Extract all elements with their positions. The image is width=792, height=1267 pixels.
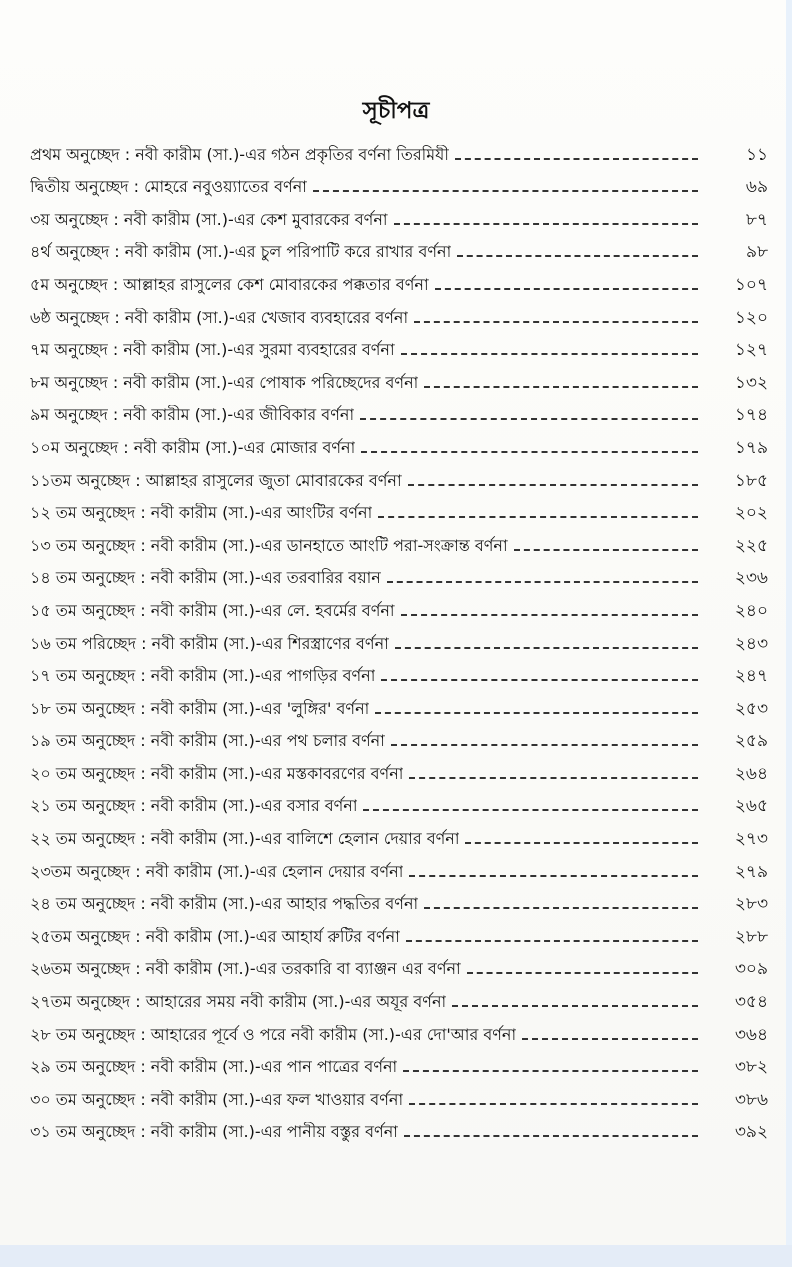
- toc-entry-page-number: ১৭৯: [734, 437, 768, 458]
- toc-entry-page-number: ১৭৪: [734, 405, 768, 426]
- dot-leader: [455, 158, 698, 160]
- dot-leader: [414, 321, 698, 323]
- toc-entry-page-number: ৩০৯: [734, 959, 768, 980]
- toc-entry-page-number: ৩৮২: [734, 1057, 768, 1078]
- page-title: সূচীপত্র: [362, 98, 430, 124]
- toc-entry-title: ৩১ তম অনুচ্ছেদ : নবী কারীম (সা.)-এর পানীয় বস্তুর বর্ণনা: [30, 1122, 398, 1142]
- toc-entry-page-number: ১০৭: [734, 274, 768, 295]
- toc-entry: [30, 230, 768, 263]
- toc-entry-page-number: ২৭৯: [734, 861, 768, 882]
- toc-entry: [30, 425, 768, 458]
- dot-leader: [404, 1135, 698, 1137]
- table-of-contents: [30, 132, 768, 1142]
- toc-entry-title: ১২ তম অনুচ্ছেদ : নবী কারীম (সা.)-এর আংটির বর্ণনা: [30, 503, 373, 523]
- dot-leader: [408, 484, 698, 486]
- toc-entry-page-number: ২৪০: [734, 600, 768, 621]
- toc-entry-title: ১১তম অনুচ্ছেদ : আল্লাহর রাসুলের জুতা মোবারকের বর্ণনা: [30, 470, 402, 490]
- toc-entry: [30, 295, 768, 328]
- toc-entry-title: ২৭তম অনুচ্ছেদ : আহারের সময় নবী কারীম (সা.)-এর অযূর বর্ণনা: [30, 992, 447, 1012]
- dot-leader: [467, 972, 698, 974]
- toc-entry-title: ৯ম অনুচ্ছেদ : নবী কারীম (সা.)-এর জীবিকার বর্ণনা: [30, 405, 355, 425]
- dot-leader: [424, 386, 698, 388]
- dot-leader: [522, 1038, 698, 1040]
- toc-entry: [30, 947, 768, 980]
- toc-entry-title: ১৯ তম অনুচ্ছেদ : নবী কারীম (সা.)-এর পথ চলার বর্ণনা: [30, 731, 385, 751]
- toc-entry-page-number: ২৫৩: [734, 698, 768, 719]
- page-edge-bottom: [0, 1245, 792, 1267]
- dot-leader: [452, 1005, 698, 1007]
- dot-leader: [395, 647, 698, 649]
- dot-leader: [409, 777, 698, 779]
- toc-entry-page-number: ২৬৫: [734, 796, 768, 817]
- toc-entry-title: ২১ তম অনুচ্ছেদ : নবী কারীম (সা.)-এর বসার বর্ণনা: [30, 796, 358, 816]
- toc-entry-title: ২৫তম অনুচ্ছেদ : নবী কারীম (সা.)-এর আহার্য রুটির বর্ণনা: [30, 926, 400, 946]
- toc-entry-title: ২০ তম অনুচ্ছেদ : নবী কারীম (সা.)-এর মস্তকাবরণের বর্ণনা: [30, 763, 404, 783]
- dot-leader: [406, 940, 698, 942]
- dot-leader: [457, 255, 698, 257]
- toc-entry-title: ২২ তম অনুচ্ছেদ : নবী কারীম (সা.)-এর বালিশে হেলান দেয়ার বর্ণনা: [30, 829, 460, 849]
- toc-entry-page-number: ৯৮: [745, 242, 768, 263]
- toc-entry-title: ১৭ তম অনুচ্ছেদ : নবী কারীম (সা.)-এর পাগড়ির বর্ণনা: [30, 666, 376, 686]
- toc-entry: [30, 784, 768, 817]
- toc-entry: [30, 979, 768, 1012]
- dot-leader: [363, 809, 698, 811]
- toc-entry-title: ২৩তম অনুচ্ছেদ : নবী কারীম (সা.)-এর হেলান দেয়ার বর্ণনা: [30, 861, 404, 881]
- dot-leader: [361, 451, 698, 453]
- toc-entry-page-number: ২৮৮: [734, 926, 768, 947]
- toc-entry: [30, 458, 768, 491]
- toc-entry-page-number: ৮৭: [745, 209, 768, 230]
- toc-entry: [30, 1077, 768, 1110]
- toc-entry: [30, 849, 768, 882]
- dot-leader: [360, 418, 698, 420]
- toc-entry-page-number: ১১: [745, 144, 768, 165]
- toc-entry-page-number: ২৪৭: [734, 666, 768, 687]
- toc-entry: [30, 816, 768, 849]
- dot-leader: [387, 581, 698, 583]
- toc-entry-title: ৫ম অনুচ্ছেদ : আল্লাহর রাসুলের কেশ মোবারকের পক্কতার বর্ণনা: [30, 274, 429, 294]
- toc-entry-title: প্রথম অনুচ্ছেদ : নবী কারীম (সা.)-এর গঠন প্রকৃতির বর্ণনা তিরমিযী: [30, 144, 449, 164]
- toc-entry-page-number: ২০২: [734, 503, 768, 524]
- toc-entry-page-number: ৩৮৬: [734, 1089, 768, 1110]
- toc-entry-page-number: ৩৫৪: [734, 992, 768, 1013]
- toc-entry-page-number: ২৩৬: [734, 568, 768, 589]
- toc-entry: [30, 914, 768, 947]
- toc-entry-title: ৪র্থ অনুচ্ছেদ : নবী কারীম (সা.)-এর চুল পরিপাটি করে রাখার বর্ণনা: [30, 242, 452, 262]
- toc-entry-title: ২৯ তম অনুচ্ছেদ : নবী কারীম (সা.)-এর পান পাত্রের বর্ণনা: [30, 1057, 398, 1077]
- dot-leader: [391, 744, 698, 746]
- toc-entry: [30, 1045, 768, 1078]
- toc-entry: [30, 1012, 768, 1045]
- toc-entry-page-number: ৩৬৪: [734, 1024, 768, 1045]
- toc-entry-title: ১৬ তম পরিচ্ছেদ : নবী কারীম (সা.)-এর শিরস্ত্রাণের বর্ণনা: [30, 633, 389, 653]
- toc-entry-title: ৬ষ্ঠ অনুচ্ছেদ : নবী কারীম (সা.)-এর খেজাব ব্যবহারের বর্ণনা: [30, 307, 409, 327]
- toc-entry-page-number: ৩৯২: [734, 1122, 768, 1143]
- toc-entry-title: ২৬তম অনুচ্ছেদ : নবী কারীম (সা.)-এর তরকারি বা ব্যাঞ্জন এর বর্ণনা: [30, 959, 461, 979]
- dot-leader: [375, 712, 698, 714]
- toc-entry-title: ৩য় অনুচ্ছেদ : নবী কারীম (সা.)-এর কেশ মুবারকের বর্ণনা: [30, 209, 388, 229]
- toc-entry: [30, 523, 768, 556]
- dot-leader: [401, 614, 698, 616]
- toc-entry-page-number: ২৫৯: [734, 731, 768, 752]
- dot-leader: [401, 353, 698, 355]
- toc-entry: [30, 751, 768, 784]
- toc-entry: [30, 719, 768, 752]
- toc-entry-page-number: ৬৯: [745, 177, 768, 198]
- toc-entry-page-number: ২৪৩: [734, 633, 768, 654]
- dot-leader: [435, 288, 698, 290]
- toc-entry-title: ২৮ তম অনুচ্ছেদ : আহারের পূর্বে ও পরে নবী কারীম (সা.)-এর দো'আর বর্ণনা: [30, 1024, 517, 1044]
- dot-leader: [403, 1070, 698, 1072]
- toc-entry-title: ১০ম অনুচ্ছেদ : নবী কারীম (সা.)-এর মোজার বর্ণনা: [30, 437, 356, 457]
- page-edge-right: [786, 0, 792, 1267]
- toc-entry: [30, 262, 768, 295]
- toc-entry-title: ৩০ তম অনুচ্ছেদ : নবী কারীম (সা.)-এর ফল খাওয়ার বর্ণনা: [30, 1089, 404, 1109]
- toc-entry-title: ৭ম অনুচ্ছেদ : নবী কারীম (সা.)-এর সুরমা ব্যবহারের বর্ণনা: [30, 340, 395, 360]
- toc-entry-page-number: ১২৭: [734, 340, 768, 361]
- toc-entry-page-number: ২৮৩: [734, 894, 768, 915]
- toc-entry-page-number: ১২০: [734, 307, 768, 328]
- toc-entry-page-number: ১৮৫: [734, 470, 768, 491]
- dot-leader: [409, 875, 698, 877]
- toc-entry-page-number: ২৭৩: [734, 829, 768, 850]
- toc-entry-page-number: ১৩২: [734, 372, 768, 393]
- toc-entry: [30, 165, 768, 198]
- dot-leader: [514, 549, 698, 551]
- toc-entry-page-number: ২২৫: [734, 535, 768, 556]
- toc-entry: [30, 328, 768, 361]
- toc-entry-title: ১৮ তম অনুচ্ছেদ : নবী কারীম (সা.)-এর 'লুঙ্গির' বর্ণনা: [30, 698, 370, 718]
- toc-entry-title: ১৩ তম অনুচ্ছেদ : নবী কারীম (সা.)-এর ডানহাতে আংটি পরা-সংক্রান্ত বর্ণনা: [30, 535, 508, 555]
- toc-entry: [30, 393, 768, 426]
- toc-entry: [30, 654, 768, 687]
- toc-entry-title: ৮ম অনুচ্ছেদ : নবী কারীম (সা.)-এর পোষাক পরিচ্ছেদের বর্ণনা: [30, 372, 419, 392]
- toc-entry: [30, 197, 768, 230]
- toc-entry: [30, 588, 768, 621]
- dot-leader: [381, 679, 698, 681]
- toc-entry: [30, 882, 768, 915]
- toc-entry: [30, 556, 768, 589]
- toc-entry: [30, 621, 768, 654]
- dot-leader: [378, 516, 698, 518]
- toc-entry-title: ১৫ তম অনুচ্ছেদ : নবী কারীম (সা.)-এর লে. হবর্মের বর্ণনা: [30, 600, 395, 620]
- toc-entry: [30, 1110, 768, 1143]
- toc-entry-title: ২৪ তম অনুচ্ছেদ : নবী কারীম (সা.)-এর আহার পদ্ধতির বর্ণনা: [30, 894, 419, 914]
- dot-leader: [424, 907, 698, 909]
- dot-leader: [394, 223, 698, 225]
- toc-entry: [30, 686, 768, 719]
- toc-entry: [30, 132, 768, 165]
- toc-entry-title: দ্বিতীয় অনুচ্ছেদ : মোহরে নবুওয়্যাতের বর্ণনা: [30, 177, 307, 197]
- toc-entry: [30, 491, 768, 524]
- dot-leader: [409, 1103, 698, 1105]
- dot-leader: [465, 842, 698, 844]
- toc-entry-title: ১৪ তম অনুচ্ছেদ : নবী কারীম (সা.)-এর তরবারির বয়ান: [30, 568, 381, 588]
- dot-leader: [313, 190, 698, 192]
- toc-entry-page-number: ২৬৪: [734, 763, 768, 784]
- toc-entry: [30, 360, 768, 393]
